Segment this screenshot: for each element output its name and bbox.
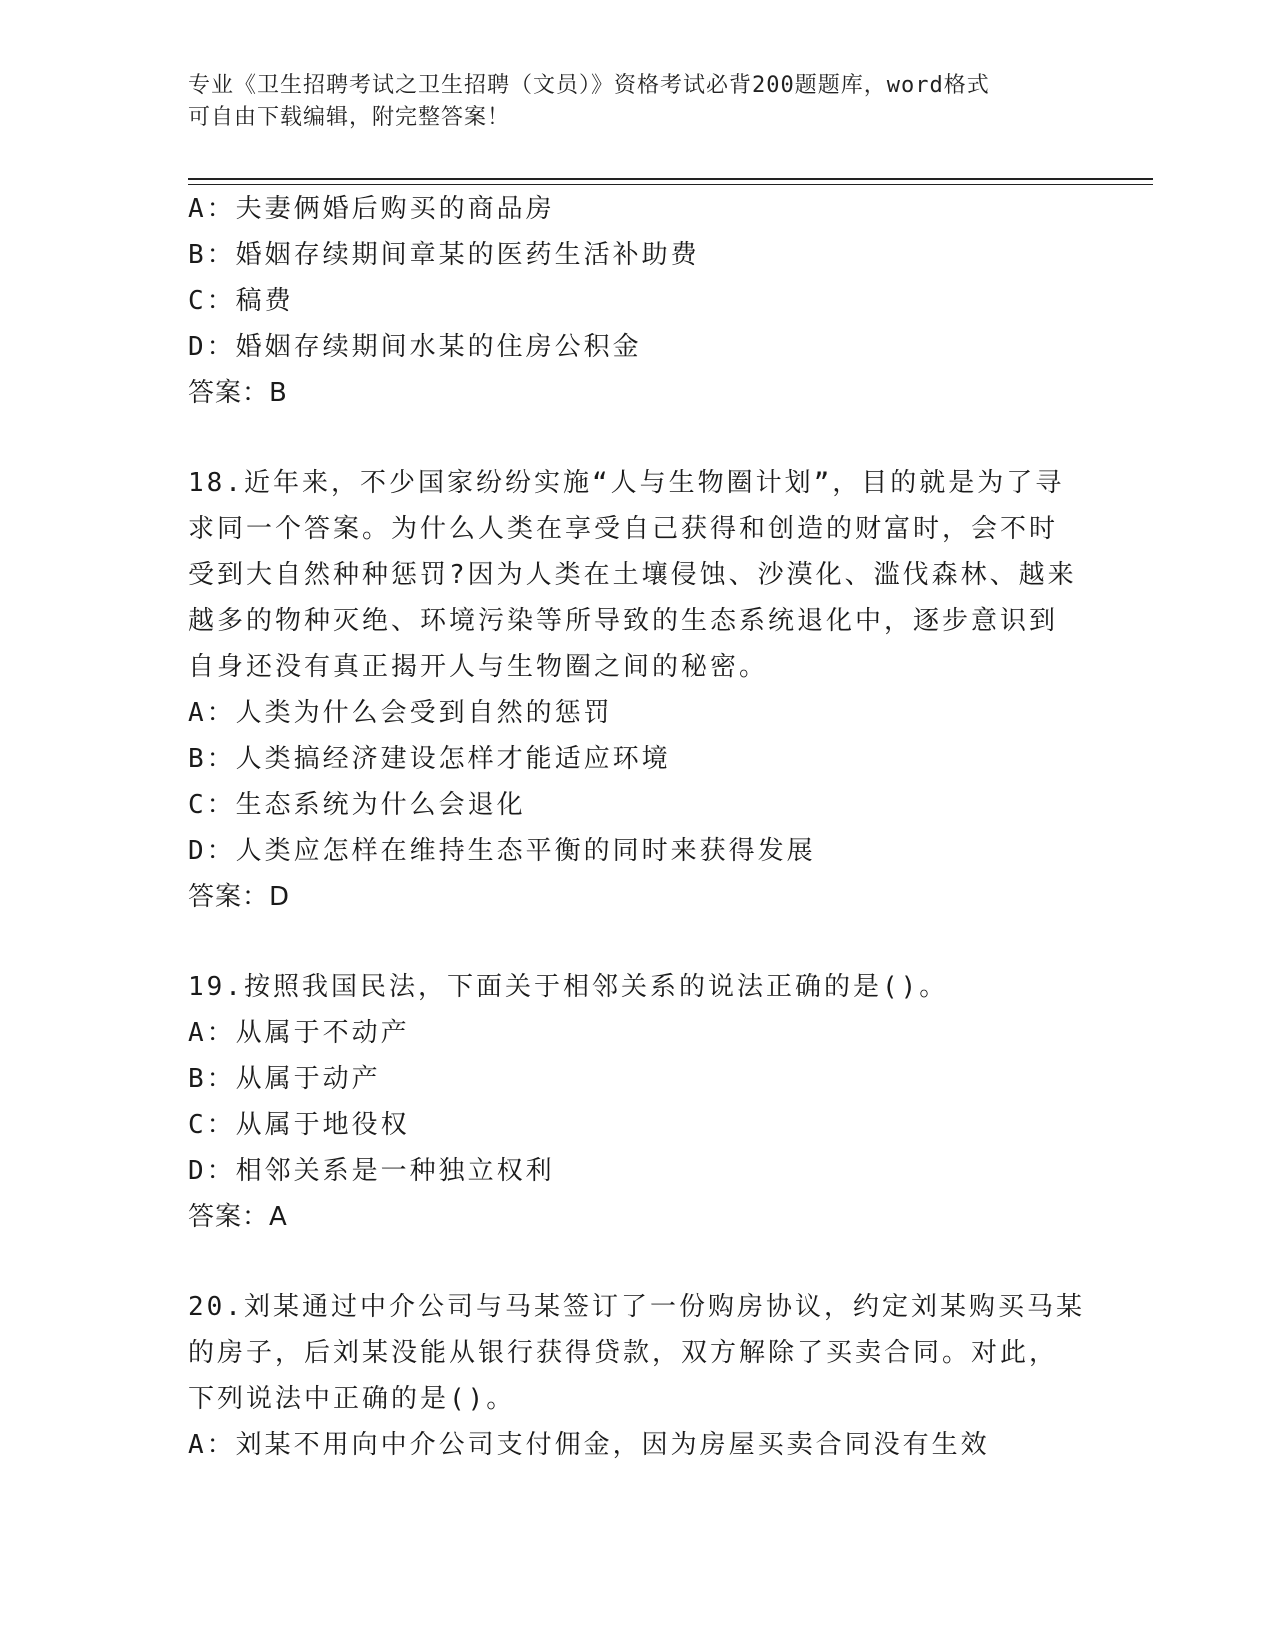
q18-answer: 答案：D bbox=[188, 882, 291, 912]
header-divider-thick bbox=[188, 178, 1153, 180]
q17-option-a: A：夫妻俩婚后购买的商品房 bbox=[188, 194, 555, 224]
q18-option-b: B：人类搞经济建设怎样才能适应环境 bbox=[188, 744, 671, 774]
question-20 bbox=[188, 1284, 1088, 1468]
q20-stem-line-3: 下列说法中正确的是()。 bbox=[188, 1384, 516, 1414]
q17-option-d: D：婚姻存续期间水某的住房公积金 bbox=[188, 332, 642, 362]
q18-stem-line-1: 18.近年来，不少国家纷纷实施“人与生物圈计划”，目的就是为了寻 bbox=[188, 468, 1065, 498]
q18-stem-line-5: 自身还没有真正揭开人与生物圈之间的秘密。 bbox=[188, 652, 769, 682]
q18-option-c: C：生态系统为什么会退化 bbox=[188, 790, 526, 820]
header-divider-thin bbox=[188, 184, 1153, 185]
q19-option-c: C：从属于地役权 bbox=[188, 1110, 410, 1140]
question-content bbox=[188, 186, 1088, 1468]
question-17 bbox=[188, 186, 1088, 416]
header-title-line-1: 专业《卫生招聘考试之卫生招聘（文员）》资格考试必背200题题库，word格式 bbox=[188, 73, 990, 98]
header-title-line-2: 可自由下载编辑，附完整答案！ bbox=[188, 105, 511, 130]
q18-stem-line-3: 受到大自然种种惩罚?因为人类在土壤侵蚀、沙漠化、滥伐森林、越来 bbox=[188, 560, 1077, 590]
q17-answer: 答案：B bbox=[188, 378, 288, 408]
spacer bbox=[188, 416, 1088, 460]
q18-option-a: A：人类为什么会受到自然的惩罚 bbox=[188, 698, 613, 728]
page-header bbox=[188, 70, 1088, 134]
q18-stem-line-4: 越多的物种灭绝、环境污染等所导致的生态系统退化中，逐步意识到 bbox=[188, 606, 1059, 636]
question-19 bbox=[188, 964, 1088, 1240]
q19-stem-line-1: 19.按照我国民法，下面关于相邻关系的说法正确的是()。 bbox=[188, 972, 949, 1002]
q20-stem-line-1: 20.刘某通过中介公司与马某签订了一份购房协议，约定刘某购买马某 bbox=[188, 1292, 1085, 1322]
q18-option-d: D：人类应怎样在维持生态平衡的同时来获得发展 bbox=[188, 836, 816, 866]
q20-stem-line-2: 的房子，后刘某没能从银行获得贷款，双方解除了买卖合同。对此， bbox=[188, 1338, 1059, 1368]
q17-option-c: C：稿费 bbox=[188, 286, 294, 316]
spacer bbox=[188, 1240, 1088, 1284]
q17-option-b: B：婚姻存续期间章某的医药生活补助费 bbox=[188, 240, 700, 270]
q20-option-a: A：刘某不用向中介公司支付佣金，因为房屋买卖合同没有生效 bbox=[188, 1430, 990, 1460]
question-18 bbox=[188, 460, 1088, 920]
q19-option-b: B：从属于动产 bbox=[188, 1064, 381, 1094]
q19-answer: 答案：A bbox=[188, 1202, 288, 1232]
q18-stem-line-2: 求同一个答案。为什么人类在享受自己获得和创造的财富时，会不时 bbox=[188, 514, 1059, 544]
q19-option-a: A：从属于不动产 bbox=[188, 1018, 410, 1048]
q19-option-d: D：相邻关系是一种独立权利 bbox=[188, 1156, 555, 1186]
spacer bbox=[188, 920, 1088, 964]
